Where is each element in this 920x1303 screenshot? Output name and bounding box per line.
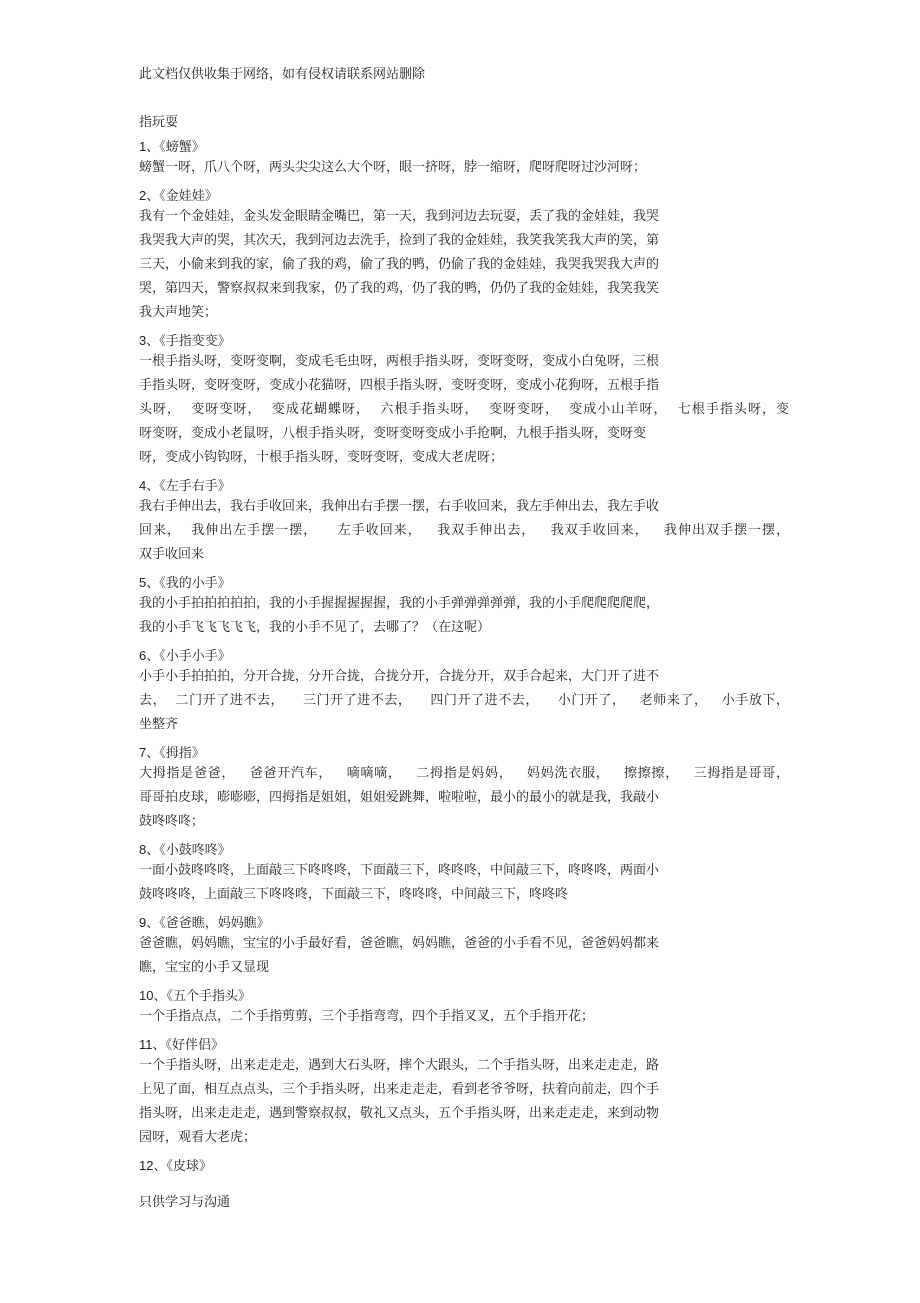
section-number: 7: [139, 745, 147, 760]
rhyme-section: [139, 647, 789, 737]
section-number: 2: [139, 188, 147, 203]
rhyme-section: [139, 987, 789, 1029]
text-line: 哥哥拍皮球，嘭嘭嘭，四拇指是姐姐，姐姐爱跳舞，啦啦啦，最小的最小的就是我，我敲小: [139, 790, 660, 805]
text-line: 去， 二门开了进不去， 三门开了进不去， 四门开了进不去， 小门开了， 老师来了， 小手放下，: [139, 693, 789, 708]
text-line: 我哭我大声的哭，其次天，我到河边去洗手，捡到了我的金娃娃，我笑我笑我大声的笑，第: [139, 233, 660, 248]
section-title-text: 、《爸爸瞧，妈妈瞧》: [146, 916, 270, 931]
section-number: 3: [139, 333, 147, 348]
page-footer: 只供学习与沟通: [139, 1195, 231, 1210]
text-line: 上见了面，相互点点头，三个手指头呀，出来走走走，看到老爷爷呀，扶着向前走，四个手: [139, 1082, 660, 1097]
section-title-text: 、《螃蟹》: [146, 140, 205, 155]
document-body: [139, 138, 789, 1182]
section-number: 6: [139, 648, 147, 663]
text-line: 头呀， 变呀变呀， 变成花蝴蝶呀， 六根手指头呀， 变呀变呀， 变成小山羊呀， 七根手指头呀，变: [139, 402, 789, 417]
text-line: 鼓咚咚咚，上面敲三下咚咚咚，下面敲三下，咚咚咚，中间敲三下，咚咚咚: [139, 887, 569, 902]
rhyme-section: [139, 574, 789, 640]
section-title-text: 、《我的小手》: [146, 576, 231, 591]
rhyme-section: [139, 187, 789, 325]
text-line: 指头呀，出来走走走，遇到警察叔叔，敬礼又点头，五个手指头呀，出来走走走，来到动物: [139, 1106, 660, 1121]
section-title: [139, 477, 789, 495]
section-number: 4: [139, 478, 147, 493]
rhyme-section: [139, 1157, 789, 1175]
rhyme-section: [139, 841, 789, 907]
section-title-text: 、《拇指》: [146, 746, 205, 761]
section-title: [139, 1036, 789, 1054]
text-line: 鼓咚咚咚；: [139, 814, 205, 829]
rhyme-section: [139, 1036, 789, 1150]
text-line: 我的小手飞飞飞飞飞，我的小手不见了，去哪了？（在这呢）: [139, 620, 491, 635]
section-title-text: 、《小鼓咚咚》: [146, 843, 231, 858]
rhyme-section: [139, 332, 789, 470]
text-line: 一个手指头呀，出来走走走，遇到大石头呀，摔个大跟头，二个手指头呀，出来走走走，路: [139, 1058, 660, 1073]
text-line: 一面小鼓咚咚咚，上面敲三下咚咚咚，下面敲三下，咚咚咚，中间敲三下，咚咚咚，两面小: [139, 863, 660, 878]
text-line: 我右手伸出去，我右手收回来，我伸出右手摆一摆，右手收回来，我左手伸出去，我左手收: [139, 499, 660, 514]
text-line: 我的小手拍拍拍拍拍，我的小手握握握握握，我的小手弹弹弹弹弹，我的小手爬爬爬爬爬，: [139, 596, 660, 611]
section-number: 12: [139, 1158, 154, 1173]
section-title: [139, 987, 789, 1005]
text-line: 坐整齐: [139, 717, 179, 732]
section-title-text: 、《金娃娃》: [146, 189, 218, 204]
section-title: [139, 574, 789, 592]
text-line: 瞧，宝宝的小手又显现: [139, 960, 270, 975]
page-header: 此文档仅供收集于网络，如有侵权请联系网站删除: [139, 67, 426, 82]
text-line: 我有一个金娃娃，金头发金眼睛金嘴巴，第一天，我到河边去玩耍，丢了我的金娃娃，我哭: [139, 209, 660, 224]
section-title: [139, 914, 789, 932]
rhyme-section: [139, 744, 789, 834]
text-line: 爸爸瞧，妈妈瞧，宝宝的小手最好看，爸爸瞧，妈妈瞧，爸爸的小手看不见，爸爸妈妈都来: [139, 936, 660, 951]
text-line: 哭，第四天，警察叔叔来到我家，仍了我的鸡，仍了我的鸭，仍仍了我的金娃娃，我笑我笑: [139, 281, 660, 296]
text-line: 回来， 我伸出左手摆一摆， 左手收回来， 我双手伸出去， 我双手收回来， 我伸出双手摆一摆，: [139, 523, 789, 538]
text-line: 三天，小偷来到我的家，偷了我的鸡，偷了我的鸭，仍偷了我的金娃娃，我哭我哭我大声的: [139, 257, 660, 272]
text-line: 螃蟹一呀，爪八个呀，两头尖尖这么大个呀，眼一挤呀，脖一缩呀，爬呀爬呀过沙河呀；: [139, 160, 647, 175]
section-number: 11: [139, 1037, 153, 1052]
section-title: [139, 841, 789, 859]
text-line: 一个手指点点，二个手指剪剪，三个手指弯弯，四个手指叉叉，五个手指开花；: [139, 1009, 595, 1024]
section-number: 10: [139, 988, 154, 1003]
section-title: [139, 138, 789, 156]
section-title-text: 、《手指变变》: [146, 334, 231, 349]
section-title-text: 、《五个手指头》: [153, 989, 251, 1004]
rhyme-section: [139, 477, 789, 567]
text-line: 手指头呀，变呀变呀，变成小花猫呀，四根手指头呀，变呀变呀，变成小花狗呀，五根手指: [139, 378, 660, 393]
section-number: 9: [139, 915, 147, 930]
section-number: 1: [139, 139, 147, 154]
section-title: [139, 332, 789, 350]
section-title: [139, 647, 789, 665]
section-title-text: 、《好伴侣》: [152, 1038, 225, 1053]
text-line: 一根手指头呀，变呀变啊，变成毛毛虫呀，两根手指头呀，变呀变呀，变成小白兔呀，三根: [139, 354, 660, 369]
section-title-text: 、《皮球》: [153, 1159, 212, 1174]
text-line: 小手小手拍拍拍，分开合拢，分开合拢，合拢分开，合拢分开，双手合起来，大门开了进不: [139, 669, 660, 684]
section-title-text: 、《小手小手》: [146, 649, 231, 664]
text-line: 我大声地笑；: [139, 305, 218, 320]
section-title: [139, 744, 789, 762]
section-number: 5: [139, 575, 147, 590]
rhyme-section: [139, 138, 789, 180]
text-line: 呀，变成小钩钩呀，十根手指头呀，变呀变呀，变成大老虎呀；: [139, 450, 504, 465]
section-number: 8: [139, 842, 147, 857]
section-title: [139, 1157, 789, 1175]
section-title-text: 、《左手右手》: [146, 479, 231, 494]
text-line: 大拇指是爸爸， 爸爸开汽车， 嘀嘀嘀， 二拇指是妈妈， 妈妈洗衣服， 擦擦擦， 三拇指是哥哥，: [139, 766, 789, 781]
document-title: 指玩耍: [139, 115, 179, 130]
text-line: 双手收回来: [139, 547, 205, 562]
text-line: 园呀，观看大老虎；: [139, 1130, 257, 1145]
rhyme-section: [139, 914, 789, 980]
text-line: 呀变呀，变成小老鼠呀，八根手指头呀，变呀变呀变成小手抢啊，九根手指头呀，变呀变: [139, 426, 647, 441]
section-title: [139, 187, 789, 205]
